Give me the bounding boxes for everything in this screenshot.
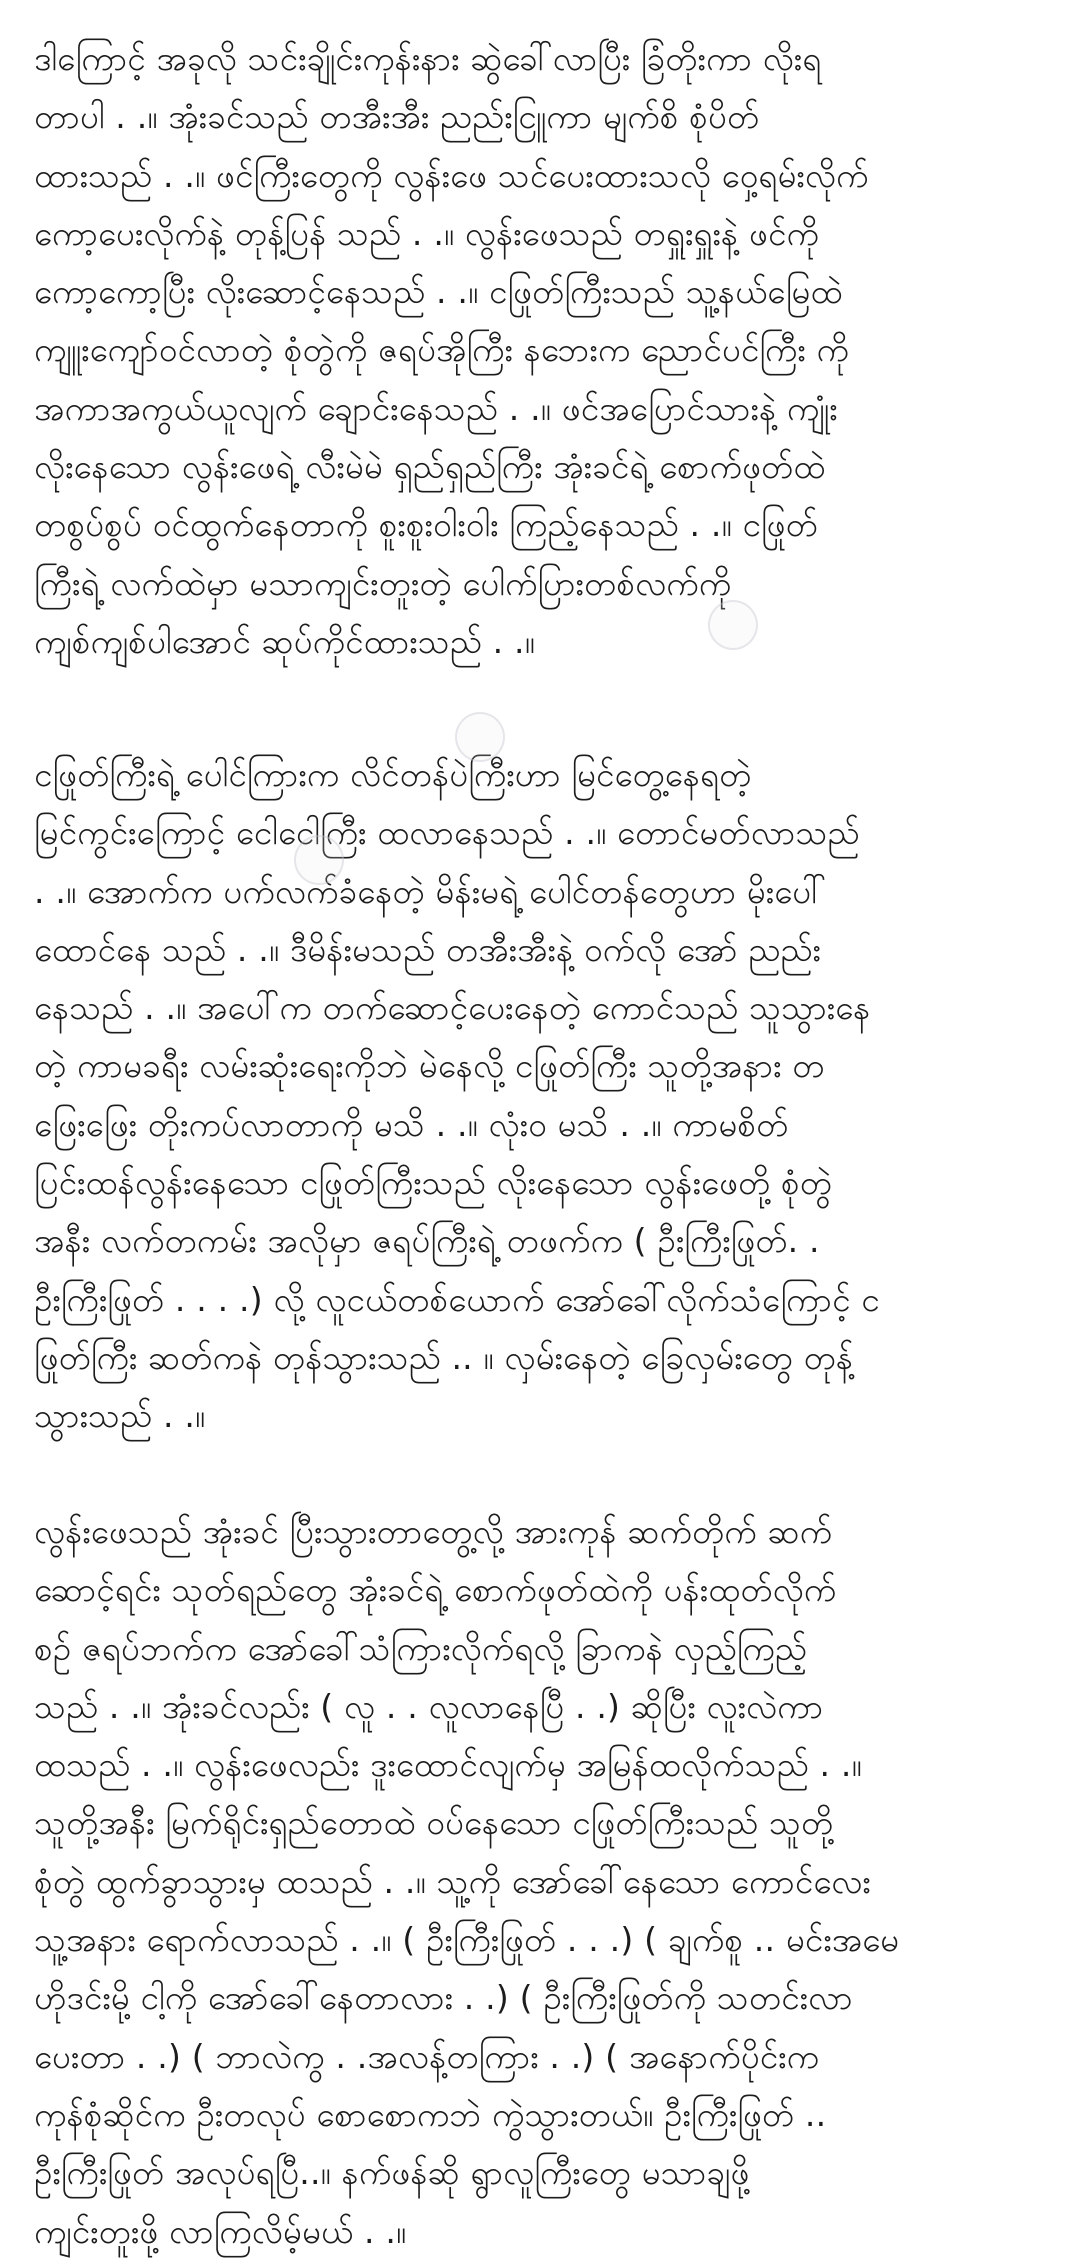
text-line: ဒါကြောင့် အခုလို သင်းချိုင်းကုန်းနား ဆွဲခေါ်လာပြီး ခြံတိုးကာ လိုးရ xyxy=(34,39,822,78)
paragraph-1 xyxy=(34,30,869,671)
text-line: သူ့အနား ရောက်လာသည် . .။ ( ဦးကြီးဖြုတ် . . .) ( ချက်စူ .. မင်းအမေ xyxy=(34,1920,900,1960)
text-line: ပေးတာ . .) ( ဘာလဲကွ . .အလန့်တကြား . .) ( အနောက်ပိုင်းက xyxy=(34,2036,820,2076)
text-line: သွားသည် . .။ xyxy=(34,1396,206,1436)
text-line: . .။ အောက်က ပက်လက်ခံနေတဲ့ မိန်းမရဲ့ ပေါင်တန်တွေဟာ မိုးပေါ် xyxy=(34,871,827,911)
text-line: သည် . .။ အုံးခင်လည်း ( လူ . . လူလာနေပြီ . .) ဆိုပြီး လူးလဲကာ xyxy=(34,1686,824,1726)
text-line: ဖြုတ်ကြီး ဆတ်ကနဲ တုန်သွားသည် .. ။ လှမ်းနေတဲ့ ခြေလှမ်းတွေ တုန့် xyxy=(34,1337,854,1377)
text-line: ကြီးရဲ့ လက်ထဲမှာ မသာကျင်းတူးတဲ့ ပေါက်ပြားတစ်လက်ကို xyxy=(34,563,732,603)
text-line: ထသည် . .။ လွန်းဖေလည်း ဒူးထောင်လျက်မှ အမြန်ထလိုက်သည် . .။ xyxy=(34,1745,862,1785)
text-line: ဆောင့်ရင်း သုတ်ရည်တွေ အုံးခင်ရဲ့ စောက်ဖုတ်ထဲကို ပန်းထုတ်လိုက် xyxy=(34,1570,837,1610)
text-line: တာပါ . .။ အုံးခင်သည် တအီးအီး ညည်းငြူကာ မျက်စိ စုံပိတ် xyxy=(34,97,760,137)
text-line: ထောင်နေ သည် . .။ ဒီမိန်းမသည် တအီးအီးနဲ့ ဝက်လို အော် ညည်း xyxy=(34,929,821,969)
text-line: စဉ် ဇရပ်ဘက်က အော်ခေါ်သံကြားလိုက်ရလို့ ခြာကနဲ လှည့်ကြည့် xyxy=(34,1628,807,1668)
text-line: ကျင်းတူးဖို့ လာကြလိမ့်မယ် . .။ xyxy=(34,2211,407,2251)
text-line: ကုန်စုံဆိုင်က ဦးတလုပ် စောစောကဘဲ ကွဲသွားတယ်။ ဦးကြီးဖြုတ် .. xyxy=(34,2094,827,2134)
text-line: နေသည် . .။ အပေါ်က တက်ဆောင့်ပေးနေတဲ့ ကောင်သည် သူသွားနေ xyxy=(34,988,871,1028)
text-line: ငဖြုတ်ကြီးရဲ့ ပေါင်ကြားက လိင်တန်ပဲကြီးဟာ မြင်တွေ့နေရတဲ့ xyxy=(34,755,752,794)
text-line: ဦးကြီးဖြုတ် . . . .) လို့ လူငယ်တစ်ယောက် အော်ခေါ်လိုက်သံကြောင့် င xyxy=(34,1279,880,1319)
text-line: တစွပ်စွပ် ဝင်ထွက်နေတာကို စူးစူးဝါးဝါး ကြည့်နေသည် . .။ ငဖြုတ် xyxy=(34,505,818,545)
paragraph-2 xyxy=(34,746,880,1446)
text-line: ဖြေးဖြေး တိုးကပ်လာတာကို မသိ . .။ လုံးဝ မသိ . .။ ကာမစိတ် xyxy=(34,1104,789,1144)
text-line: မြင်ကွင်းကြောင့် ငေါငေါကြီး ထလာနေသည် . .။ တောင်မတ်လာသည် xyxy=(34,813,860,853)
text-line: ပြင်းထန်လွန်းနေသော ငဖြုတ်ကြီးသည် လိုးနေသော လွန်းဖေတို့ စုံတွဲ xyxy=(34,1163,833,1203)
text-line: ကော့ကော့ပြီး လိုးဆောင့်နေသည် . .။ ငဖြုတ်ကြီးသည် သူ့နယ်မြေထဲ xyxy=(34,272,843,312)
text-line: အနီး လက်တကမ်း အလိုမှာ ဇရပ်ကြီးရဲ့ တဖက်က ( ဦးကြီးဖြုတ်. . xyxy=(34,1221,820,1261)
text-line: ကော့ပေးလိုက်နဲ့ တုန့်ပြန် သည် . .။ လွန်းဖေသည် တရှူးရှူးနဲ့ ဖင်ကို xyxy=(34,213,819,253)
text-line: ကျစ်ကျစ်ပါအောင် ဆုပ်ကိုင်ထားသည် . .။ xyxy=(34,621,535,661)
text-line: လွန်းဖေသည် အုံးခင် ပြီးသွားတာတွေ့လို့ အားကုန် ဆက်တိုက် ဆက် xyxy=(34,1512,833,1551)
text-line: ထားသည် . .။ ဖင်ကြီးတွေကို လွန်းဖေ သင်ပေးထားသလို ဝှေ့ရမ်းလိုက် xyxy=(34,155,869,195)
text-line: ကျူးကျော်ဝင်လာတဲ့ စုံတွဲကို ဇရပ်အိုကြီး နဘေးက ညောင်ပင်ကြီး ကို xyxy=(34,330,849,370)
text-line: အကာအကွယ်ယူလျက် ချောင်းနေသည် . .။ ဖင်အပြောင်သားနဲ့ ကျုံး xyxy=(34,388,838,428)
text-line: သူတို့အနီး မြက်ရိုင်းရှည်တောထဲ ဝပ်နေသော ငဖြုတ်ကြီးသည် သူတို့ xyxy=(34,1803,834,1843)
text-line: စုံတွဲ ထွက်ခွာသွားမှ ထသည် . .။ သူ့ကို အော်ခေါ်နေသော ကောင်လေး xyxy=(34,1861,871,1901)
paragraph-3 xyxy=(34,1503,899,2261)
text-line: ဟိုဒင်းမို့ ငါ့ကို အော်ခေါ်နေတာလား . .) ( ဦးကြီးဖြုတ်ကို သတင်းလာ xyxy=(34,1978,853,2018)
text-line: တဲ့ ကာမခရီး လမ်းဆုံးရေးကိုဘဲ မဲနေလို့ ငဖြုတ်ကြီး သူတို့အနား တ xyxy=(34,1046,825,1086)
text-line: ဦးကြီးဖြုတ် အလုပ်ရပြီ..။ နက်ဖန်ဆို ရွာလူကြီးတွေ မသာချဖို့ xyxy=(34,2153,750,2193)
text-line: လိုးနေသော လွန်းဖေရဲ့ လီးမဲမဲ ရှည်ရှည်ကြီး အုံးခင်ရဲ့ စောက်ဖုတ်ထဲ xyxy=(34,447,826,487)
